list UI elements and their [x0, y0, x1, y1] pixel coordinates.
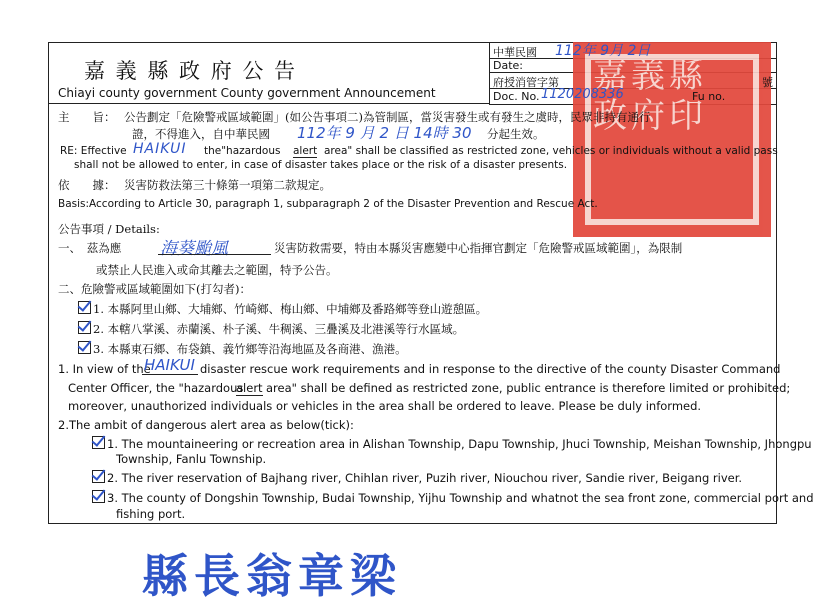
effective-datetime: 112年 9 月 2 日 14時 30: [297, 124, 472, 142]
subject-label: 主 旨：: [58, 110, 116, 124]
subject-text-suffix: 分起生效。: [487, 127, 545, 141]
checkbox-checked: [78, 341, 91, 354]
en1-text-e: moreover, unauthorized individuals or vehicles in the area shall be ordered to leave. Please be duly informed.: [68, 399, 702, 413]
seal-lettering: 嘉義縣政府印: [593, 56, 707, 136]
re-text-b: area" shall be classified as restricted zone, vehicles or individuals without a valid pass: [324, 145, 778, 157]
basis-text-english: Basis:According to Article 30, paragraph 1, subparagraph 2 of the Disaster Prevention and Rescue Act.: [58, 198, 598, 210]
checklist-item-en-cont: Township, Fanlu Township.: [116, 452, 267, 466]
doc-label-zh: 府授消管字第: [493, 76, 559, 89]
official-seal: [573, 42, 771, 237]
en1-text-d: area" shall be defined as restricted zone, public entrance is therefore limited or prohibited;: [266, 381, 791, 395]
date-label-en: Date:: [493, 59, 523, 72]
checklist-item-en: 1. The mountaineering or recreation area in Alishan Township, Dapu Township, Jhuci Township, Meishan Township, Jhongpu: [92, 436, 812, 451]
en2-text: 2.The ambit of dangerous alert area as below(tick):: [58, 418, 354, 432]
checkbox-checked: [78, 301, 91, 314]
item1-text-line2: 或禁止人民進入或命其離去之範圍，特予公告。: [96, 263, 338, 277]
blank-underline: [142, 374, 198, 375]
basis-label: 依 據：: [58, 178, 116, 192]
typhoon-name: HAIKUI: [133, 141, 187, 157]
checkbox-checked: [92, 436, 105, 449]
magistrate-signature: 縣長翁章梁: [142, 549, 402, 603]
re-text-a: the"hazardous: [204, 145, 281, 157]
basis-text: 災害防救法第三十條第一項第二款規定。: [124, 178, 331, 192]
checkbox-checked: [78, 321, 91, 334]
checklist-item-en-cont: fishing port.: [116, 507, 186, 521]
fu-no-label: Fu no.: [692, 90, 726, 103]
blank-underline: [158, 254, 271, 255]
checklist-item-zh: 2. 本轄八掌溪、赤蘭溪、朴子溪、牛稠溪、三疊溪及北港溪等行水區域。: [78, 321, 464, 337]
en1-text-c: Center Officer, the "hazardous: [68, 381, 244, 395]
header-divider: [48, 103, 489, 104]
typhoon-name-zh: 海葵颱風: [160, 239, 228, 259]
checklist-item-en: 2. The river reservation of Bajhang river, Chihlan river, Puzih river, Niouchou river, Sandie river, Beigang river.: [92, 470, 742, 485]
subject-text-line1: 公告劃定「危險警戒區域範圍」(如公告事項二)為管制區，當災害發生或有發生之虞時，民眾非持有通行: [124, 110, 651, 124]
re-label: RE: Effective: [60, 145, 127, 157]
checklist-item-zh: 3. 本縣東石鄉、布袋鎮、義竹鄉等沿海地區及各商港、漁港。: [78, 341, 407, 357]
date-value: 112年 9月 2日: [555, 43, 651, 59]
item1-prefix: 一、 茲為應: [58, 241, 122, 255]
doc-no-label: Doc. No.: [493, 90, 540, 103]
re-text-line2: shall not be allowed to enter, in case of disaster takes place or the risk of a disaster presents.: [74, 159, 568, 171]
doc-no-value: 1120208336: [541, 87, 624, 102]
details-heading: 公告事項 / Details:: [58, 222, 160, 236]
page-title-english: Chiayi county government County government Announcement: [58, 86, 436, 100]
checkbox-checked: [92, 470, 105, 483]
subject-text-line2: 證，不得進入，自中華民國: [132, 127, 270, 141]
item2-text: 二、危險警戒區域範圍如下(打勾者)：: [58, 282, 251, 296]
checklist-item-zh: 1. 本縣阿里山鄉、大埔鄉、竹崎鄉、梅山鄉、中埔鄉及番路鄉等登山遊憩區。: [78, 301, 487, 317]
typhoon-name-en: HAIKUI: [144, 356, 195, 374]
alert-word: alert: [236, 381, 263, 395]
en1-text-a: 1. In view of the: [58, 362, 151, 376]
doc-suffix-zh: 號: [762, 76, 773, 89]
page-title: 嘉 義 縣 政 府 公 告: [84, 59, 298, 83]
checklist-item-en: 3. The county of Dongshin Township, Budai Township, Yijhu Township and whatnot the sea front zone, commercial port and: [92, 490, 814, 505]
alert-word: alert: [293, 145, 318, 157]
header-vertical-divider: [489, 42, 490, 104]
date-label-zh: 中華民國: [493, 46, 537, 59]
checkbox-checked: [92, 490, 105, 503]
en1-text-b: disaster rescue work requirements and in response to the directive of the county Disaster Command: [200, 362, 781, 376]
item1-text-line1: 災害防救需要，特由本縣災害應變中心指揮官劃定「危險警戒區域範圍」，為限制: [274, 241, 683, 255]
